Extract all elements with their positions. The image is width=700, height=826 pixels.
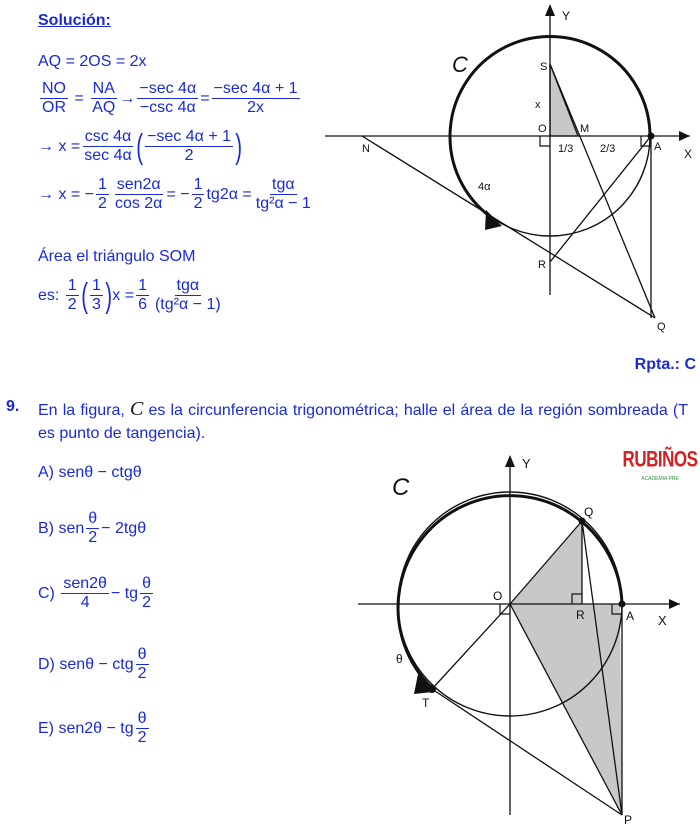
fraction-theta-2: [86, 510, 99, 547]
label-a: A: [654, 141, 662, 153]
fraction-csc-sec: [82, 128, 134, 165]
tg2a-text: tg2α =: [206, 185, 252, 203]
point-a: [648, 133, 655, 140]
fraction-den: 2: [137, 729, 147, 746]
fraction-num: −sec 4α + 1: [213, 80, 298, 97]
fraction-sixth: [136, 277, 149, 314]
problem-number: 9.: [6, 398, 20, 415]
fraction-num: θ: [142, 575, 151, 592]
fraction-den: sec 4α: [84, 147, 132, 164]
label-x: X: [658, 613, 667, 628]
point-a: [619, 601, 626, 608]
prefix-text: es:: [38, 286, 60, 304]
fraction-num: tgα: [176, 277, 200, 294]
option-a[interactable]: [38, 464, 142, 482]
equals-minus: = −: [166, 185, 190, 203]
logo-subtext: ACADEMIA PRE: [641, 476, 679, 482]
fraction-den: (tg²α − 1): [154, 296, 221, 313]
line-nq: [362, 136, 655, 318]
fraction-half: [66, 277, 79, 314]
option-e[interactable]: [38, 710, 151, 747]
x-equals: x =: [112, 286, 135, 304]
fraction-num: θ: [88, 510, 98, 527]
fraction-den: AQ: [92, 99, 116, 116]
label-m: M: [580, 123, 590, 135]
label-y: Y: [522, 456, 531, 471]
option-d[interactable]: [38, 646, 151, 683]
point-t: [428, 685, 436, 693]
figure-2: [355, 445, 700, 826]
option-letter: E): [38, 719, 54, 737]
y-axis-arrow: [545, 4, 555, 16]
option-text: sen: [58, 519, 85, 537]
label-p: P: [624, 813, 633, 826]
label-q: Q: [584, 505, 594, 519]
fraction-third: [90, 277, 103, 314]
option-text: senθ − ctgθ: [58, 464, 142, 481]
option-text: sen2θ − tg: [58, 719, 134, 737]
fraction-num: 1: [138, 277, 147, 294]
fraction-den: tg²α − 1: [255, 195, 311, 212]
label-theta: θ: [396, 652, 403, 666]
x-axis-arrow: [669, 599, 680, 609]
option-text-b: − 2tgθ: [101, 519, 147, 537]
line-sq: [550, 64, 655, 318]
fraction-den: 3: [92, 296, 101, 313]
fraction-na-aq: [90, 80, 117, 117]
fraction-no-or: [40, 80, 68, 117]
solution-line-x1: → x = $\frac{\csc 4\alpha}{\sec 4\alpha}$ ( $\frac{-\sec 4\alpha + 1}{2}$ ): [38, 127, 243, 166]
fraction-num: csc 4α: [84, 128, 132, 145]
option-text: senθ − ctg: [59, 655, 134, 673]
fraction-num: NA: [92, 80, 115, 97]
right-angle-o: [540, 136, 550, 146]
fraction-num: 1: [193, 176, 203, 193]
fraction-num: NO: [42, 80, 66, 97]
answer-label: Rpta.: C: [634, 356, 696, 373]
fraction-num: −sec 4α + 1: [147, 128, 232, 145]
fraction-den: cos 2α: [114, 195, 163, 212]
label-q: Q: [657, 321, 666, 333]
arc-arrowhead: [485, 210, 502, 230]
fraction-den: 2: [137, 665, 147, 682]
solution-line-aq: AQ = 2OS = 2x: [38, 53, 147, 70]
fraction-tga-final: [153, 277, 223, 314]
problem-text-after: es la circunferencia trigonométrica; halle el área de la región sombreada (T es punto de tangencia).: [38, 402, 689, 442]
fraction-sen-cos: [113, 176, 165, 213]
fraction-sec-csc: [137, 80, 198, 117]
fraction-den: 4: [80, 594, 90, 611]
logo-text: RUBIÑOS: [622, 447, 698, 472]
y-axis-arrow: [505, 455, 515, 467]
fraction-num: 1: [92, 277, 101, 294]
label-4alpha: 4α: [478, 181, 491, 193]
option-letter: D): [38, 655, 55, 673]
fraction-den: 2: [193, 195, 203, 212]
fraction-num: sen2α: [116, 176, 161, 193]
fraction-tga: [254, 176, 313, 213]
fraction-half: [96, 176, 109, 213]
fraction-den: 2: [98, 195, 107, 212]
fraction-sec-2x: [212, 80, 300, 117]
fraction-num: θ: [137, 646, 147, 663]
label-two-thirds: 2/3: [600, 143, 616, 155]
fraction-num: 1: [67, 277, 77, 294]
curve-symbol-inline: C: [129, 398, 144, 420]
fraction-num: 1: [98, 176, 107, 193]
fraction-num: tgα: [272, 176, 295, 193]
label-o: O: [493, 589, 503, 603]
fraction-den: 2: [142, 594, 151, 611]
x-axis-arrow: [679, 131, 690, 141]
fraction-den: −csc 4α: [139, 99, 196, 116]
line-ot: [432, 604, 510, 689]
arrow-symbol: →: [119, 89, 136, 107]
solution-heading: Solución:: [38, 12, 111, 29]
fraction-den: 6: [138, 296, 147, 313]
option-b[interactable]: [38, 510, 146, 547]
option-letter: B): [38, 519, 54, 537]
fraction-num: θ: [137, 710, 147, 727]
label-x-segment: x: [535, 99, 541, 111]
fraction-num: sen2θ: [63, 575, 107, 592]
equals-symbol: =: [200, 89, 210, 107]
fraction-num: −sec 4α: [139, 80, 197, 97]
area-line: es: $\frac{1}{2}$ ( $\frac{1}{3}$ ) x = $\frac{1}{6}$ $\frac{\text{tgα}}{\text{(tg²α − 1)}}$: [38, 276, 221, 315]
problem-text: [38, 398, 688, 445]
label-n: N: [362, 143, 370, 155]
label-t: T: [422, 696, 430, 710]
problem-text-before: En la figura,: [38, 402, 125, 419]
label-r: R: [576, 608, 585, 622]
label-y: Y: [562, 9, 571, 23]
option-text-b: − tg: [110, 584, 139, 602]
label-x: X: [684, 147, 693, 161]
fraction-theta-2: [136, 710, 149, 747]
option-letter: C): [38, 584, 55, 602]
label-s: S: [540, 61, 548, 73]
fraction-den: 2x: [247, 99, 264, 116]
label-r: R: [538, 259, 546, 271]
solution-ratio-line: $\frac{NO}{OR}$ = $\frac{NA}{AQ}$ → $\frac{-\sec 4\alpha}{-\csc 4\alpha}$ = $\frac{-\sec 4\alpha + 1}{2x}$: [42, 80, 298, 116]
curve-symbol-1: C: [452, 52, 468, 77]
fraction-theta-2: [136, 646, 149, 683]
fraction-den: 2: [88, 529, 98, 546]
solution-line-x2: [38, 176, 315, 213]
curve-symbol-2: C: [392, 474, 410, 501]
prefix-text: → x = −: [38, 185, 95, 203]
fraction-inner: [145, 128, 233, 165]
prefix-text: → x =: [38, 137, 81, 155]
fraction-den: OR: [42, 99, 66, 116]
fraction-sen2theta-4: [61, 575, 109, 612]
option-c[interactable]: [38, 575, 155, 612]
option-letter: A): [38, 464, 54, 481]
fraction-den: 2: [184, 147, 194, 164]
fraction-den: 2: [67, 296, 77, 313]
label-one-third: 1/3: [558, 143, 574, 155]
label-a: A: [626, 609, 635, 623]
label-o: O: [538, 123, 547, 135]
fraction-half-2: [192, 176, 205, 213]
area-title: Área el triángulo SOM: [38, 248, 196, 265]
figure-1: [320, 0, 700, 345]
fraction-theta-2: [140, 575, 153, 612]
